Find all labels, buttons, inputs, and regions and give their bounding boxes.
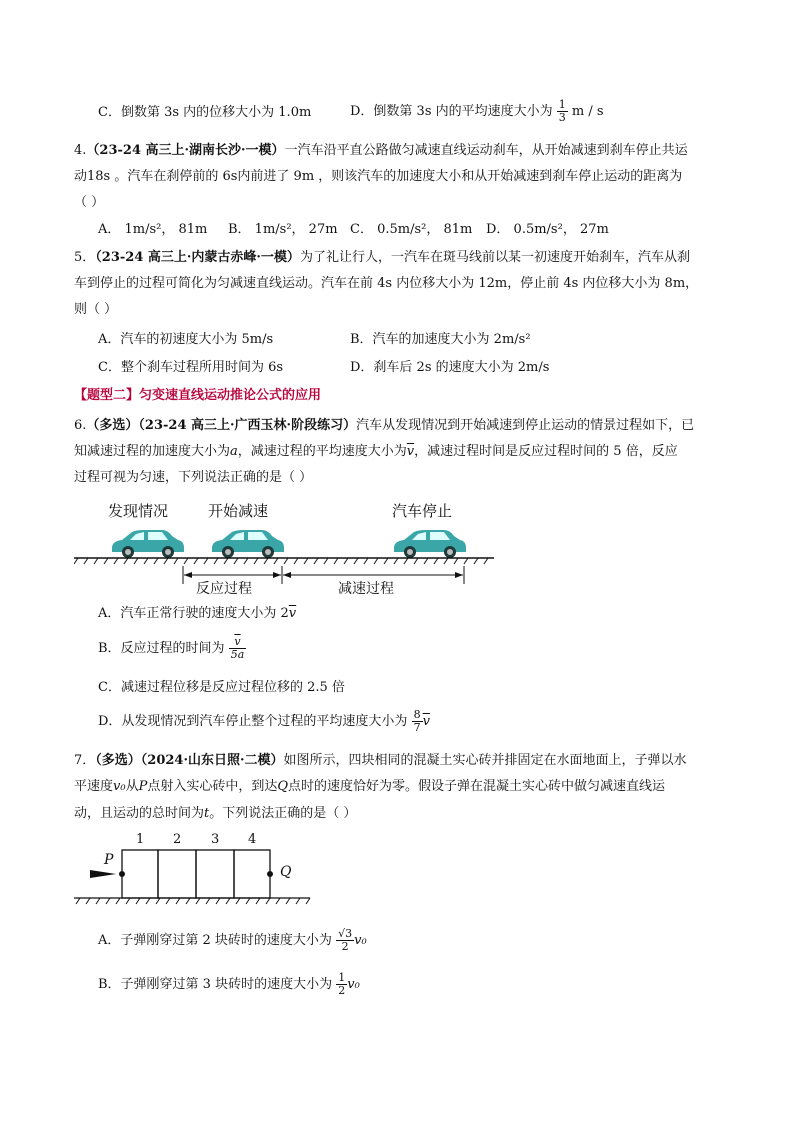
q3-option-d-unit: m / s xyxy=(571,104,604,119)
q3-option-d-text: D．倒数第 3s 内的平均速度大小为 xyxy=(350,104,553,119)
brick-number-3: 3 xyxy=(211,832,220,847)
q7-option-a: A．子弹刚穿过第 2 块砖时的速度大小为 $\frac{√3}{2}$ v₀ xyxy=(98,927,367,953)
q7-diagram xyxy=(74,832,314,912)
section-heading-2: 【题型二】匀变速直线运动推论公式的应用 xyxy=(74,388,322,403)
q5-source: （23-24 高三上·内蒙古赤峰·一模） xyxy=(95,250,300,265)
car-icon xyxy=(394,530,466,558)
q6-diagram xyxy=(74,500,494,600)
q6-option-b: B．反应过程的时间为 $\frac{\overline{v}}{5a}$ xyxy=(98,635,245,661)
q5-stem-line3: 则（ ） xyxy=(74,302,118,317)
q6-stem-line3: 过程可视为匀速，下列说法正确的是（ ） xyxy=(74,470,313,485)
q3-option-c: C．倒数第 3s 内的位移大小为 1.0m xyxy=(98,105,312,120)
q7-figure xyxy=(74,832,314,912)
q4-option-d: D． 0.5m/s²， 27m xyxy=(486,222,609,237)
q5-option-a: A．汽车的初速度大小为 5m/s xyxy=(98,332,274,347)
q4-option-a: A． 1m/s²， 81m xyxy=(98,222,208,237)
brick-number-2: 2 xyxy=(173,832,182,847)
q4-option-c: C． 0.5m/s²， 81m xyxy=(350,222,473,237)
fig-label-start-decel: 开始减速 xyxy=(208,502,269,520)
q7-stem-line3: 动，且运动的总时间为t。下列说法正确的是（ ） xyxy=(74,806,357,821)
q6-stem-line1: 6.（多选）（23-24 高三上·广西玉林·阶段练习）汽车从发现情况到开始减速到停止运动的情景过程如下，已 xyxy=(74,418,695,433)
q4-source: （23-24 高三上·湖南长沙·一模） xyxy=(86,143,285,158)
brick-3 xyxy=(196,850,234,898)
bullet-icon xyxy=(90,870,116,878)
q7-stem-line2: 平速度v₀从P点射入实心砖中，到达Q点时的速度恰好为零。假设子弹在混凝土实心砖中做匀减速直线运 xyxy=(74,779,666,794)
q5-option-d: D．刹车后 2s 的速度大小为 2m/s xyxy=(350,360,550,375)
q6-option-c: C．减速过程位移是反应过程位移的 2.5 倍 xyxy=(98,680,345,695)
q4-stem-line2: 动18s 。汽车在刹停前的 6s内前进了 9m ，则该汽车的加速度大小和从开始减速到刹车停止运动的距离为 xyxy=(74,169,683,184)
point-p-label: P xyxy=(104,852,114,868)
brick-number-1: 1 xyxy=(136,832,145,847)
q4-stem-line3: （ ） xyxy=(74,195,105,210)
q5-option-b: B．汽车的加速度大小为 2m/s² xyxy=(350,332,531,347)
q6-option-a: A．汽车正常行驶的速度大小为 $2\overline{v}$ xyxy=(98,606,297,621)
q6-option-d: D．从发现情况到汽车停止整个过程的平均速度大小为 $\frac{8}{7}$ $\overline{v}$ xyxy=(98,708,430,734)
fig-label-discover: 发现情况 xyxy=(108,502,169,520)
q4-stem-line1: 4.（23-24 高三上·湖南长沙·一模）一汽车沿平直公路做匀减速直线运动刹车，从开始减速到刹车停止共运 xyxy=(74,143,688,158)
fig-label-stop: 汽车停止 xyxy=(392,502,453,520)
q6-figure xyxy=(74,500,494,600)
brick-number-4: 4 xyxy=(248,832,257,847)
brick-4 xyxy=(234,850,270,898)
car-icon xyxy=(112,530,184,558)
brick-1 xyxy=(122,850,158,898)
q4-option-b: B． 1m/s²， 27m xyxy=(228,222,338,237)
q5-stem-line1: 5．（23-24 高三上·内蒙古赤峰·一模）为了礼让行人，一汽车在斑马线前以某一初速度开始刹车，汽车从刹 xyxy=(74,250,690,265)
q3-option-d-fraction: $\frac{1}{3}$ xyxy=(558,98,566,124)
car-icon xyxy=(212,530,284,558)
fig-phase-reaction: 反应过程 xyxy=(196,581,252,597)
q5-option-c: C．整个刹车过程所用时间为 6s xyxy=(98,360,284,375)
point-q-label: Q xyxy=(280,864,292,880)
q3-option-d xyxy=(350,98,604,126)
q7-stem-line1: 7．（多选）（2024·山东日照·二模）如图所示，四块相同的混凝土实心砖并排固定在水面地面上，子弹以水 xyxy=(74,753,687,768)
q6-source: （23-24 高三上·广西玉林·阶段练习） xyxy=(138,418,357,433)
q7-source: （2024·山东日照·二模） xyxy=(140,753,284,768)
q6-stem-line2: 知减速过程的加速度大小为a，减速过程的平均速度大小为$\overline{v}$，减速过程时间是反应过程时间的 5 倍，反应 xyxy=(74,444,678,459)
q5-stem-line2: 车到停止的过程可简化为匀减速直线运动。汽车在前 4s 内位移大小为 12m，停止前 4s 内位移大小为 8m， xyxy=(74,276,699,291)
q7-option-b: B．子弹刚穿过第 3 块砖时的速度大小为 $\frac{1}{2}$ v₀ xyxy=(98,971,360,997)
brick-2 xyxy=(158,850,196,898)
fig-phase-deceleration: 减速过程 xyxy=(338,581,394,597)
